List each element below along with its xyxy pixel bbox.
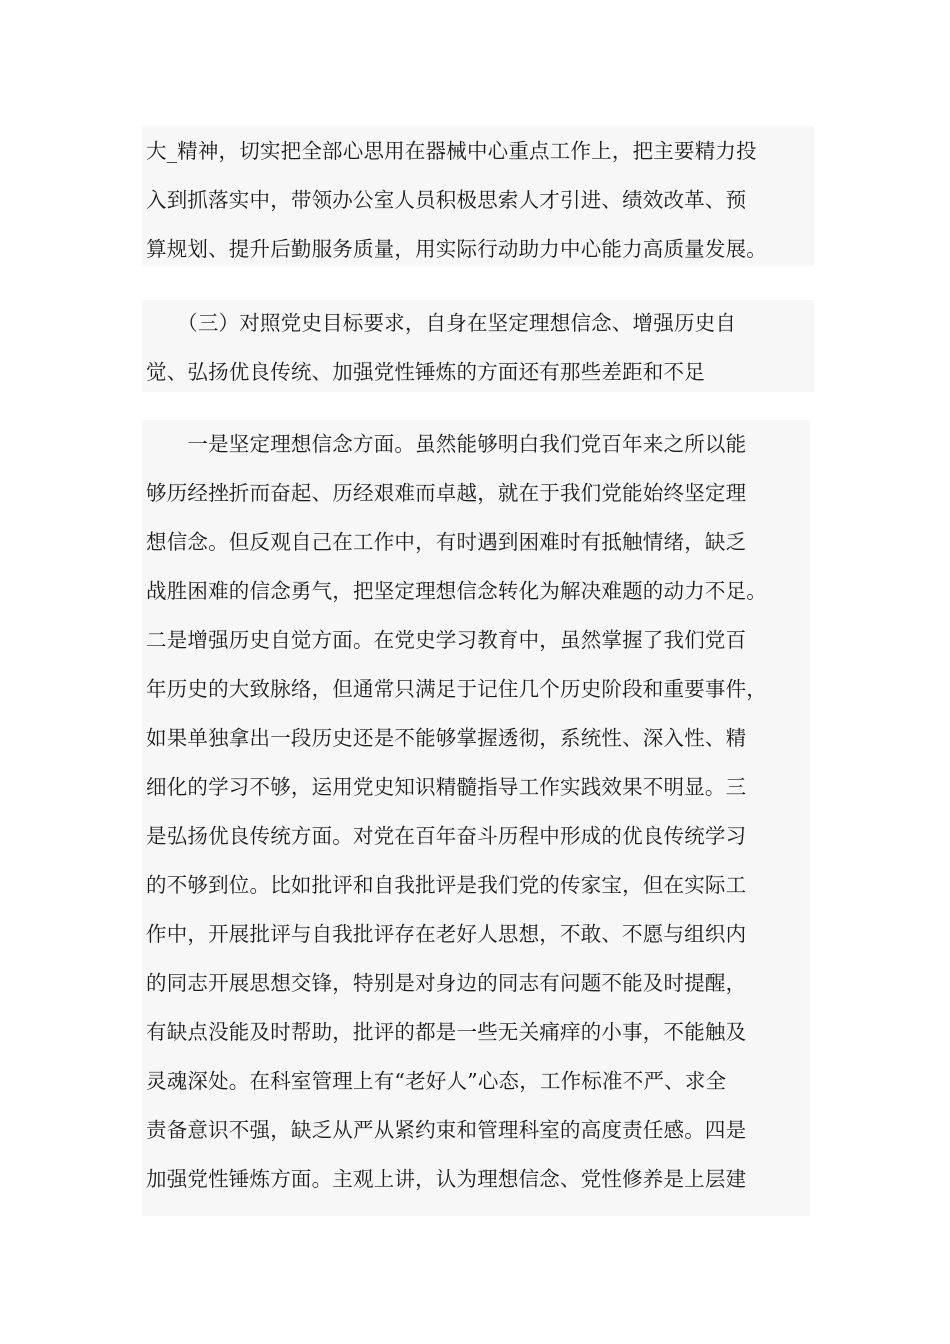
paragraph-line: 入到抓落实中，带领办公室人员积极思索人才引进、绩效改革、预	[146, 188, 747, 212]
paragraph-line: 的不够到位。比如批评和自我批评是我们党的传家宝，但在实际工	[146, 873, 747, 897]
paragraph-line: 大_精神，切实把全部心思用在器械中心重点工作上，把主要精力投	[146, 139, 757, 163]
paragraph-line: 责备意识不强，缺乏从严从紧约束和管理科室的高度责任感。四是	[146, 1118, 747, 1142]
paragraph-line: 算规划、提升后勤服务质量，用实际行动助力中心能力高质量发展。	[146, 237, 767, 261]
paragraph-line: 二是增强历史自觉方面。在党史学习教育中，虽然掌握了我们党百	[146, 628, 747, 652]
paragraph-line: 想信念。但反观自己在工作中，有时遇到困难时有抵触情绪，缺乏	[146, 530, 747, 554]
paragraph-line: 是弘扬优良传统方面。对党在百年奋斗历程中形成的优良传统学习	[146, 824, 747, 848]
paragraph-line: 有缺点没能及时帮助，批评的都是一些无关痛痒的小事，不能触及	[146, 1020, 747, 1044]
paragraph-line: 一是坚定理想信念方面。虽然能够明白我们党百年来之所以能	[146, 432, 747, 456]
section-heading	[142, 300, 814, 392]
paragraph-line: 战胜困难的信念勇气，把坚定理想信念转化为解决难题的动力不足。	[146, 579, 767, 603]
paragraph-line: 年历史的大致脉络，但通常只满足于记住几个历史阶段和重要事件，	[146, 677, 767, 701]
main-paragraph	[142, 420, 810, 1216]
paragraph-continuation	[142, 126, 814, 266]
paragraph-line: 够历经挫折而奋起、历经艰难而卓越，就在于我们党能始终坚定理	[146, 481, 747, 505]
paragraph-line: 作中，开展批评与自我批评存在老好人思想，不敢、不愿与组织内	[146, 922, 747, 946]
paragraph-line: 的同志开展思想交锋，特别是对身边的同志有问题不能及时提醒，	[146, 971, 747, 995]
paragraph-line: 如果单独拿出一段历史还是不能够掌握透彻，系统性、深入性、精	[146, 726, 747, 750]
paragraph-line: 细化的学习不够，运用党史知识精髓指导工作实践效果不明显。三	[146, 775, 747, 799]
heading-line: （三）对照党史目标要求，自身在坚定理想信念、增强历史自	[146, 311, 737, 335]
paragraph-line: 灵魂深处。在科室管理上有“老好人”心态，工作标准不严、求全	[146, 1069, 727, 1093]
paragraph-line: 加强党性锤炼方面。主观上讲，认为理想信念、党性修养是上层建	[146, 1167, 747, 1191]
heading-line: 觉、弘扬优良传统、加强党性锤炼的方面还有那些差距和不足	[146, 360, 705, 384]
